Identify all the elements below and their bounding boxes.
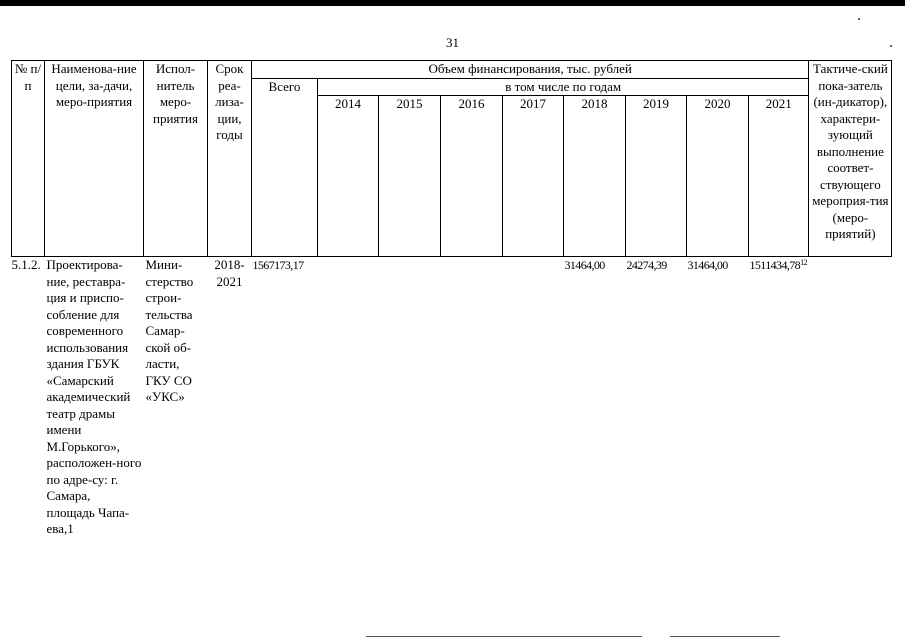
header-year: 2016: [441, 96, 503, 257]
financing-table: [11, 60, 892, 538]
bottom-rule: [366, 636, 642, 637]
row-value: [318, 257, 379, 538]
header-year: 2021: [749, 96, 809, 257]
row-indicator: [809, 257, 892, 538]
header-year: 2017: [503, 96, 564, 257]
table-row: [12, 257, 892, 538]
bottom-rule: [670, 636, 780, 637]
row-value: 31464,00: [564, 258, 605, 272]
header-num: № п/п: [12, 61, 45, 257]
header-year: 2014: [318, 96, 379, 257]
top-border-bar: [0, 0, 905, 6]
row-num: 5.1.2.: [11, 257, 41, 272]
row-value: 31464,00: [687, 258, 728, 272]
row-value-2021: [749, 257, 809, 538]
header-name: Наименова-ние цели, за-дачи, меро-приятия: [45, 61, 144, 257]
row-term: 2018-2021: [214, 257, 245, 289]
header-indicator: Тактиче-ский пока-затель (ин-дикатор), характери-зующий выполнение соответ-ствующего мероприя-тия (меро-приятий): [809, 61, 892, 257]
row-value: [503, 257, 564, 538]
header-funding: Объем финансирования, тыс. рублей: [252, 61, 809, 79]
row-value: [441, 257, 503, 538]
footnote-mark: 12: [800, 258, 807, 267]
row-total: 1567173,17: [252, 258, 304, 272]
header-executor: Испол-нитель меро-приятия: [144, 61, 208, 257]
row-executor: Мини-стерство строи-тельства Самар-ской об-ласти, ГКУ СО «УКС»: [145, 257, 194, 404]
row-value-2021-amount: 1511434,78: [749, 258, 801, 272]
scan-speck: [858, 18, 860, 20]
header-year: 2015: [379, 96, 441, 257]
header-term: Срок реа-лиза-ции, годы: [208, 61, 252, 257]
row-value: 24274,39: [626, 258, 667, 272]
header-by-years: в том числе по годам: [318, 78, 809, 96]
header-total: Всего: [252, 78, 318, 257]
row-name: Проектирова-ние, реставра-ция и приспо-собление для современного использования здания ГБУК «Самарский академический театр драмы имени М.Горького», расположен-ного по адре-су: г. Самара, площадь Чапа-ева,1: [46, 257, 142, 536]
row-value: [379, 257, 441, 538]
page-number: 31: [446, 35, 459, 50]
header-year: 2019: [626, 96, 687, 257]
header-year: 2018: [564, 96, 626, 257]
header-year: 2020: [687, 96, 749, 257]
